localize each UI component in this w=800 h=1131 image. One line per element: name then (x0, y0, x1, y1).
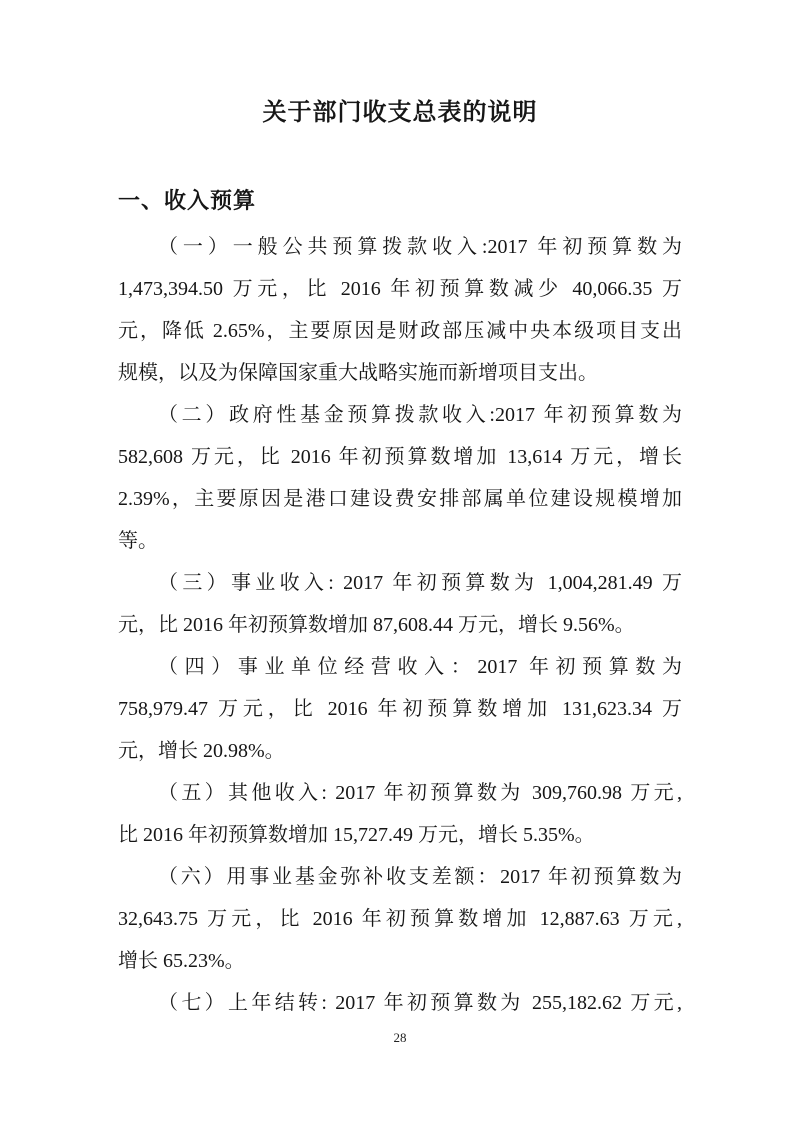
body-line: 元，比 2016 年初预算数增加 87,608.44 万元，增长 9.56%。 (118, 614, 635, 636)
body-line: 规模，以及为保障国家重大战略实施而新增项目支出。 (118, 362, 598, 384)
body-line: 1,473,394.50 万元，比 2016 年初预算数减少 40,066.35 万 (118, 278, 682, 300)
body-line: （六）用事业基金弥补收支差额：2017 年初预算数为 (158, 866, 682, 888)
body-line: 增长 65.23%。 (118, 950, 245, 972)
body-line: （七）上年结转: 2017 年初预算数为 255,182.62 万元, (158, 992, 682, 1014)
body-line: 32,643.75 万元，比 2016 年初预算数增加 12,887.63 万元, (118, 908, 682, 930)
body-line: （五）其他收入: 2017 年初预算数为 309,760.98 万元, (158, 782, 682, 804)
body-line: 元，增长 20.98%。 (118, 740, 285, 762)
document-content (118, 0, 682, 1024)
document-body (118, 226, 682, 1024)
body-line: 582,608 万元，比 2016 年初预算数增加 13,614 万元，增长 (118, 446, 682, 468)
body-line: （四）事业单位经营收入：2017 年初预算数为 (158, 656, 682, 678)
body-line: 等。 (118, 530, 158, 552)
body-line: （二）政府性基金预算拨款收入:2017 年初预算数为 (158, 404, 682, 426)
page-number: 28 (393, 1030, 407, 1045)
body-line: 比 2016 年初预算数增加 15,727.49 万元，增长 5.35%。 (118, 824, 595, 846)
section-heading-income-budget: 一、收入预算 (118, 188, 257, 213)
body-line: 元，降低 2.65%，主要原因是财政部压减中央本级项目支出 (118, 320, 682, 342)
document-title: 关于部门收支总表的说明 (262, 100, 538, 126)
body-line: （一）一般公共预算拨款收入:2017 年初预算数为 (158, 236, 682, 258)
body-line: 758,979.47 万元，比 2016 年初预算数增加 131,623.34 万 (118, 698, 682, 720)
body-line: 2.39%，主要原因是港口建设费安排部属单位建设规模增加 (118, 488, 682, 510)
body-line: （三）事业收入: 2017 年初预算数为 1,004,281.49 万 (158, 572, 682, 594)
